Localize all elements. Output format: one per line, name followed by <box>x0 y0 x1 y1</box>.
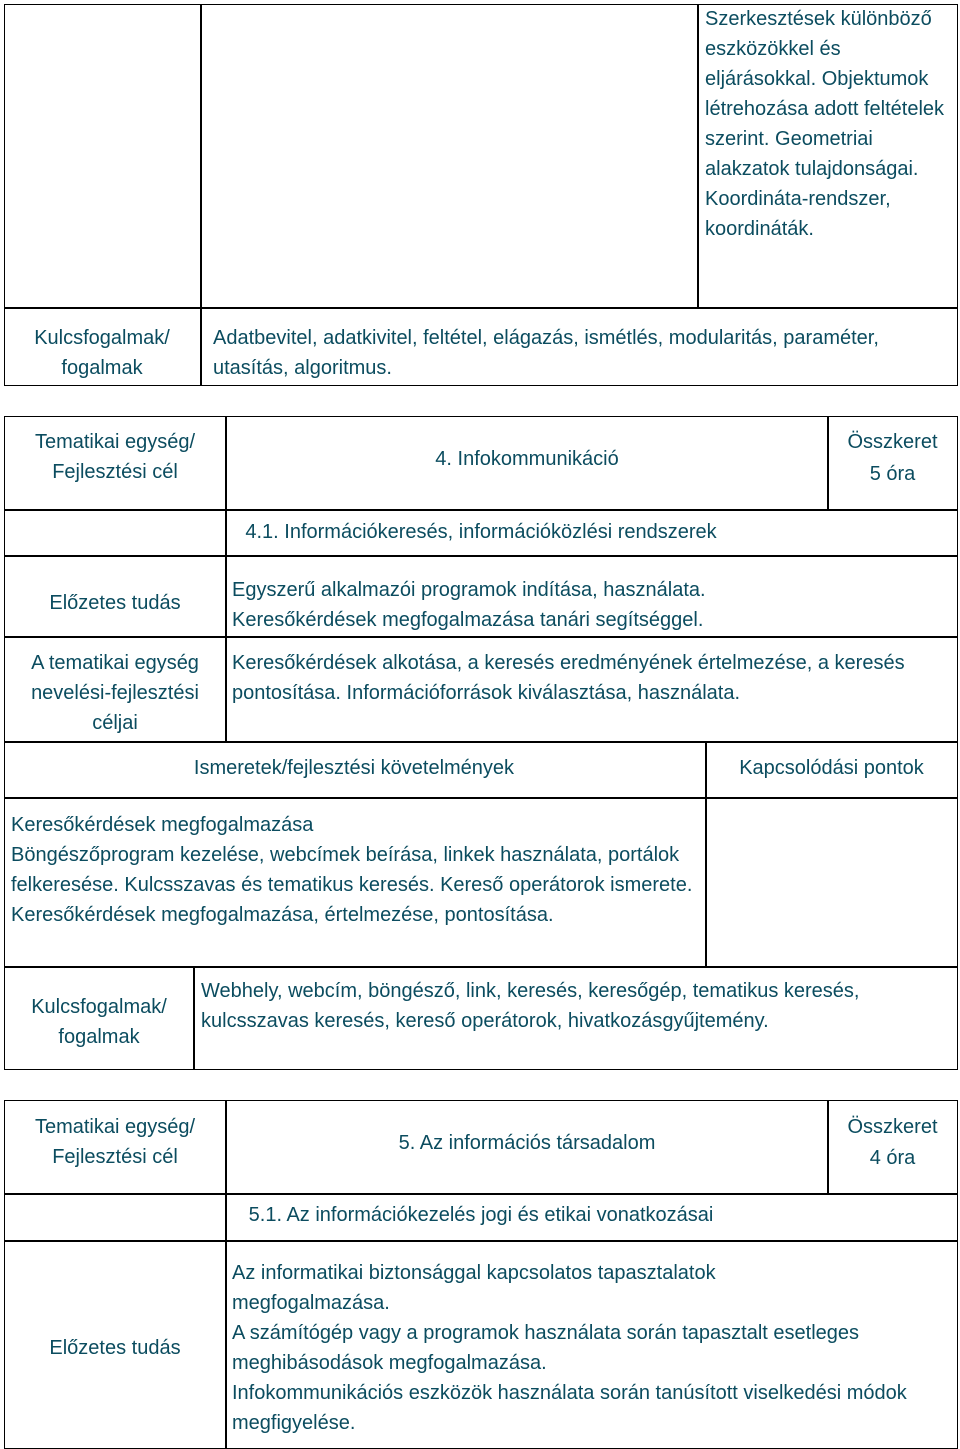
unit4-req-title: Keresőkérdések megfogalmazása <box>11 814 314 836</box>
unit5-prior-text-1: Az informatikai biztonsággal kapcsolatos tapasztalatok megfogalmazása. <box>232 1262 716 1314</box>
unit4-goals-label: A tematikai egység nevelési-fejlesztési céljai <box>31 652 199 734</box>
unit5-total-label: Összkeret <box>847 1116 938 1138</box>
unit4-title: 4. Infokommunikáció <box>435 448 619 470</box>
unit4-total-value: 5 óra <box>869 463 916 485</box>
unit4-prior-label: Előzetes tudás <box>49 592 181 614</box>
unit4-total-label: Összkeret <box>847 431 938 453</box>
unit5-prior-label: Előzetes tudás <box>49 1337 181 1359</box>
keyconcepts-text-top: Adatbevitel, adatkivitel, feltétel, elágazás, ismétlés, modularitás, paraméter, utasítás, algoritmus. <box>213 327 879 379</box>
unit4-keyconcepts-text: Webhely, webcím, böngésző, link, keresés, keresőgép, tematikus keresés, kulcsszavas keresés, kereső operátorok, hivatkozásgyűjtemény. <box>201 980 860 1032</box>
outcomes-text: Szerkesztések különböző eszközökkel és eljárásokkal. Objektumok létrehozása adott feltételek szerint. Geometriai alakzatok tulajdonságai. Koordináta-rendszer, koordináták. <box>705 8 945 240</box>
unit5-total-value: 4 óra <box>869 1147 916 1169</box>
unit5-subtitle: 5.1. Az információkezelés jogi és etikai vonatkozásai <box>248 1204 714 1226</box>
unit4-req-header: Ismeretek/fejlesztési követelmények <box>193 757 515 779</box>
unit4-subtitle: 4.1. Információkeresés, információközlési rendszerek <box>245 521 717 543</box>
unit4-unit-label: Tematikai egység/ Fejlesztési cél <box>34 431 196 483</box>
unit4-links-header: Kapcsolódási pontok <box>739 757 924 779</box>
unit4-prior-text: Egyszerű alkalmazói programok indítása, használata. Keresőkérdések megfogalmazása tanári segítséggel. <box>232 579 706 631</box>
unit5-prior-text-3: Infokommunikációs eszközök használata során tanúsított viselkedési módok megfigyelése. <box>232 1382 907 1434</box>
unit4-goals-text: Keresőkérdések alkotása, a keresés eredményének értelmezése, a keresés pontosítása. Információforrások kiválasztása, használata. <box>232 652 905 704</box>
keyconcepts-label-top: Kulcsfogalmak/ fogalmak <box>34 327 170 379</box>
unit4-keyconcepts-label: Kulcsfogalmak/ fogalmak <box>31 996 167 1048</box>
unit5-unit-label: Tematikai egység/ Fejlesztési cél <box>34 1116 196 1168</box>
unit4-table <box>4 416 958 1070</box>
unit5-prior-text-2: A számítógép vagy a programok használata során tapasztalt esetleges meghibásodások megfogalmazása. <box>232 1322 860 1374</box>
unit5-title: 5. Az információs társadalom <box>398 1132 656 1154</box>
unit4-req-text: Böngészőprogram kezelése, webcímek beírása, linkek használata, portálok felkeresése. Kulcsszavas és tematikus keresés. Kereső operátorok ismerete. Keresőkérdések megfogalmazása, értelmezése, pontosítása. <box>11 844 693 926</box>
